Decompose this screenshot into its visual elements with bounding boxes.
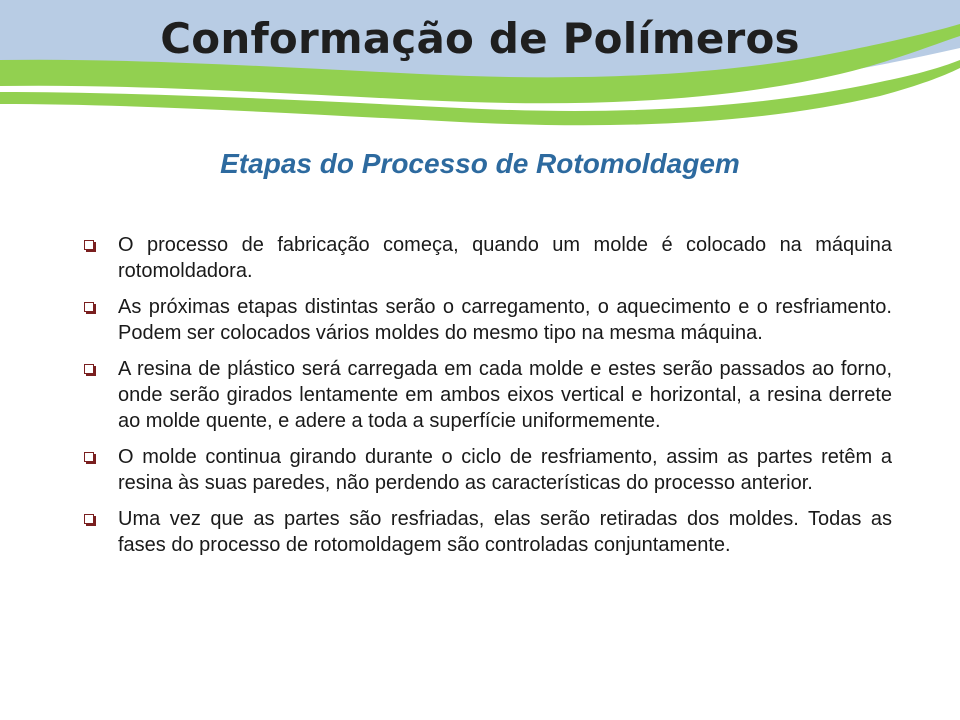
hollow-square-bullet-icon [84,364,94,374]
list-item-text: O molde continua girando durante o ciclo de resfriamento, assim as partes retêm a resina às suas paredes, não perdendo as características do processo anterior. [118,446,892,494]
hollow-square-bullet-icon [84,452,94,462]
list-item-text: A resina de plástico será carregada em cada molde e estes serão passados ao forno, onde serão girados lentamente em ambos eixos vertical e horizontal, a resina derrete ao molde quente, e adere a toda a superfície uniformemente. [118,358,892,432]
list-item-text: As próximas etapas distintas serão o carregamento, o aquecimento e o resfriamento. Podem ser colocados vários moldes do mesmo tipo na mesma máquina. [118,296,892,344]
list-item [84,444,892,496]
bullet-list [84,232,892,568]
list-item [84,506,892,558]
section-subtitle: Etapas do Processo de Rotomoldagem [220,148,740,179]
page-title: Conformação de Polímeros [160,14,800,63]
list-item-text: Uma vez que as partes são resfriadas, elas serão retiradas dos moldes. Todas as fases do processo de rotomoldagem são controladas conjuntamente. [118,508,892,556]
list-item [84,356,892,434]
hollow-square-bullet-icon [84,240,94,250]
list-item-text: O processo de fabricação começa, quando um molde é colocado na máquina rotomoldadora. [118,234,892,282]
hollow-square-bullet-icon [84,514,94,524]
list-item [84,232,892,284]
list-item [84,294,892,346]
hollow-square-bullet-icon [84,302,94,312]
